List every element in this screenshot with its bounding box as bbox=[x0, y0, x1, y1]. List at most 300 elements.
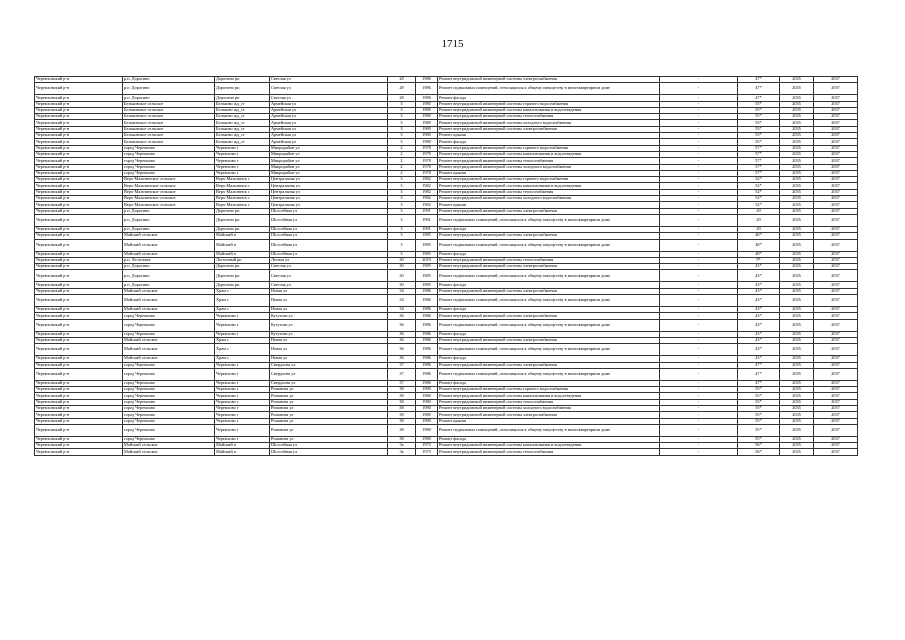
plan-start-year-cell: 2035 bbox=[780, 362, 814, 368]
plan-start-year-cell: 2035 bbox=[780, 120, 814, 126]
empty-cell: - bbox=[660, 356, 738, 362]
wear-percent-cell: 52* bbox=[738, 196, 780, 202]
empty-cell: - bbox=[660, 189, 738, 195]
table-row bbox=[35, 319, 858, 331]
house-number-cell: 3 bbox=[388, 233, 416, 239]
municipality-cell: город Черемхово bbox=[123, 436, 215, 442]
house-number-cell: 38 bbox=[388, 412, 416, 418]
municipality-cell: город Черемхово bbox=[123, 399, 215, 405]
locality-cell: Дорогино рп bbox=[215, 282, 270, 288]
empty-cell: - bbox=[660, 337, 738, 343]
build-year-cell: 1980 bbox=[416, 399, 438, 405]
plan-end-year-cell: 2037 bbox=[814, 288, 858, 294]
district-cell: Черемховский р-н bbox=[35, 233, 123, 239]
district-cell: Черемховский р-н bbox=[35, 120, 123, 126]
empty-cell: - bbox=[660, 387, 738, 393]
plan-end-year-cell: 2037 bbox=[814, 331, 858, 337]
work-type-cell: Ремонт внутридомовой инженерной системы горячего водоснабжения bbox=[438, 145, 660, 151]
wear-percent-cell: 55* bbox=[738, 399, 780, 405]
plan-end-year-cell: 2037 bbox=[814, 126, 858, 132]
street-cell: Армейская ул bbox=[270, 126, 388, 132]
wear-percent-cell: 47* bbox=[738, 95, 780, 101]
municipality-cell: р.п. Дорогино bbox=[123, 264, 215, 270]
street-cell: Шоссейная ул bbox=[270, 239, 388, 251]
build-year-cell: 1980 bbox=[416, 133, 438, 139]
plan-start-year-cell: 2035 bbox=[780, 226, 814, 232]
house-number-cell: 3а bbox=[388, 443, 416, 449]
empty-cell: - bbox=[660, 405, 738, 411]
house-number-cell: 3 bbox=[388, 208, 416, 214]
empty-cell: - bbox=[660, 399, 738, 405]
build-year-cell: 1980 bbox=[416, 126, 438, 132]
empty-cell: - bbox=[660, 114, 738, 120]
street-cell: Шоссейная ул bbox=[270, 226, 388, 232]
district-cell: Черемховский р-н bbox=[35, 443, 123, 449]
plan-end-year-cell: 2037 bbox=[814, 107, 858, 113]
municipality-cell: р.п. Дорогино bbox=[123, 83, 215, 95]
wear-percent-cell: 57* bbox=[738, 145, 780, 151]
district-cell: Черемховский р-н bbox=[35, 202, 123, 208]
plan-start-year-cell: 2035 bbox=[780, 331, 814, 337]
locality-cell: Черемхово г bbox=[215, 151, 270, 157]
municipality-cell: Бельковское сельское bbox=[123, 133, 215, 139]
work-type-cell: Ремонт фасада bbox=[438, 282, 660, 288]
plan-start-year-cell: 2035 bbox=[780, 239, 814, 251]
locality-cell: Черемхово г bbox=[215, 313, 270, 319]
empty-cell: - bbox=[660, 214, 738, 226]
work-type-cell: Ремонт внутридомовой инженерной системы канализования и водоотведения bbox=[438, 107, 660, 113]
house-number-cell: 2 bbox=[388, 158, 416, 164]
locality-cell: Дорогино рп bbox=[215, 264, 270, 270]
table-row bbox=[35, 344, 858, 356]
street-cell: Армейская ул bbox=[270, 133, 388, 139]
street-cell: Центральная ул bbox=[270, 196, 388, 202]
plan-start-year-cell: 2035 bbox=[780, 83, 814, 95]
district-cell: Черемховский р-н bbox=[35, 239, 123, 251]
empty-cell: - bbox=[660, 257, 738, 263]
district-cell: Черемховский р-н bbox=[35, 77, 123, 83]
plan-end-year-cell: 2037 bbox=[814, 436, 858, 442]
municipality-cell: Верх-Мальтинское сельское bbox=[123, 189, 215, 195]
work-type-cell: Ремонт внутридомовой инженерной системы горячего водоснабжения bbox=[438, 177, 660, 183]
plan-start-year-cell: 2035 bbox=[780, 307, 814, 313]
municipality-cell: Майский сельское bbox=[123, 288, 215, 294]
wear-percent-cell: 47* bbox=[738, 83, 780, 95]
house-number-cell: 34 bbox=[388, 288, 416, 294]
plan-end-year-cell: 2037 bbox=[814, 151, 858, 157]
street-cell: Кутузова ул bbox=[270, 313, 388, 319]
work-type-cell: Ремонт фасада bbox=[438, 436, 660, 442]
empty-cell: - bbox=[660, 288, 738, 294]
plan-end-year-cell: 2037 bbox=[814, 158, 858, 164]
work-type-cell: Ремонт внутридомовой инженерной системы канализования и водоотведения bbox=[438, 151, 660, 157]
locality-cell: Бельково жд_ст bbox=[215, 133, 270, 139]
plan-end-year-cell: 2037 bbox=[814, 387, 858, 393]
district-cell: Черемховский р-н bbox=[35, 177, 123, 183]
municipality-cell: Верх-Мальтинское сельское bbox=[123, 196, 215, 202]
house-number-cell: 38 bbox=[388, 393, 416, 399]
plan-end-year-cell: 2037 bbox=[814, 313, 858, 319]
municipality-cell: Бельковское сельское bbox=[123, 101, 215, 107]
empty-cell: - bbox=[660, 170, 738, 176]
locality-cell: Черемхово г bbox=[215, 158, 270, 164]
build-year-cell: 1978 bbox=[416, 145, 438, 151]
wear-percent-cell: 29 bbox=[738, 226, 780, 232]
wear-percent-cell: 55* bbox=[738, 387, 780, 393]
empty-cell: - bbox=[660, 177, 738, 183]
plan-start-year-cell: 2035 bbox=[780, 270, 814, 282]
plan-start-year-cell: 2035 bbox=[780, 257, 814, 263]
locality-cell: Черемхово г bbox=[215, 418, 270, 424]
district-cell: Черемховский р-н bbox=[35, 393, 123, 399]
house-number-cell: 2 bbox=[388, 170, 416, 176]
street-cell: Микрорайон ул bbox=[270, 164, 388, 170]
plan-start-year-cell: 2035 bbox=[780, 145, 814, 151]
plan-start-year-cell: 2035 bbox=[780, 139, 814, 145]
plan-start-year-cell: 2035 bbox=[780, 443, 814, 449]
wear-percent-cell: 43* bbox=[738, 313, 780, 319]
plan-end-year-cell: 2037 bbox=[814, 170, 858, 176]
build-year-cell: 1986 bbox=[416, 295, 438, 307]
locality-cell: Дорогино рп bbox=[215, 77, 270, 83]
plan-start-year-cell: 2035 bbox=[780, 264, 814, 270]
street-cell: Новая ул bbox=[270, 337, 388, 343]
capital-repair-table-wrap bbox=[34, 76, 857, 456]
municipality-cell: город Черемхово bbox=[123, 387, 215, 393]
work-type-cell: Ремонт внутридомовой инженерной системы электроснабжения bbox=[438, 412, 660, 418]
municipality-cell: Майский сельское bbox=[123, 251, 215, 257]
build-year-cell: 1986 bbox=[416, 77, 438, 83]
work-type-cell: Ремонт крыши bbox=[438, 133, 660, 139]
house-number-cell: 36 bbox=[388, 344, 416, 356]
wear-percent-cell: 43* bbox=[738, 337, 780, 343]
build-year-cell: 1980 bbox=[416, 120, 438, 126]
empty-cell: - bbox=[660, 145, 738, 151]
street-cell: Романова ул bbox=[270, 393, 388, 399]
municipality-cell: город Черемхово bbox=[123, 145, 215, 151]
plan-end-year-cell: 2037 bbox=[814, 270, 858, 282]
wear-percent-cell: 55* bbox=[738, 436, 780, 442]
municipality-cell: Майский сельское bbox=[123, 295, 215, 307]
wear-percent-cell: 57* bbox=[738, 164, 780, 170]
plan-end-year-cell: 2037 bbox=[814, 251, 858, 257]
wear-percent-cell: 57* bbox=[738, 151, 780, 157]
plan-start-year-cell: 2035 bbox=[780, 202, 814, 208]
municipality-cell: Бельковское сельское bbox=[123, 120, 215, 126]
plan-end-year-cell: 2037 bbox=[814, 424, 858, 436]
empty-cell: - bbox=[660, 436, 738, 442]
street-cell: Светлая ул bbox=[270, 282, 388, 288]
wear-percent-cell: 52* bbox=[738, 183, 780, 189]
wear-percent-cell: 43* bbox=[738, 288, 780, 294]
street-cell: Свердлова ул bbox=[270, 362, 388, 368]
build-year-cell: 1978 bbox=[416, 170, 438, 176]
locality-cell: Дорогино рп bbox=[215, 95, 270, 101]
table-row bbox=[35, 449, 858, 455]
empty-cell: - bbox=[660, 362, 738, 368]
work-type-cell: Ремонт внутридомовой инженерной системы теплоснабжения bbox=[438, 257, 660, 263]
locality-cell: Верх-Мальтинск с bbox=[215, 183, 270, 189]
district-cell: Черемховский р-н bbox=[35, 344, 123, 356]
locality-cell: Бельково жд_ст bbox=[215, 120, 270, 126]
locality-cell: Дорогино рп bbox=[215, 208, 270, 214]
street-cell: Лесная ул bbox=[270, 257, 388, 263]
municipality-cell: город Черемхово bbox=[123, 319, 215, 331]
wear-percent-cell: 57* bbox=[738, 158, 780, 164]
work-type-cell: Ремонт подвальных помещений, относящихся к общему имуществу в многоквартирном доме bbox=[438, 270, 660, 282]
plan-end-year-cell: 2037 bbox=[814, 208, 858, 214]
district-cell: Черемховский р-н bbox=[35, 264, 123, 270]
locality-cell: Черемхово г bbox=[215, 393, 270, 399]
municipality-cell: р.п. Дорогино bbox=[123, 282, 215, 288]
district-cell: Черемховский р-н bbox=[35, 189, 123, 195]
plan-start-year-cell: 2035 bbox=[780, 337, 814, 343]
build-year-cell: 1980 bbox=[416, 114, 438, 120]
house-number-cell: 28 bbox=[388, 95, 416, 101]
house-number-cell: 38 bbox=[388, 405, 416, 411]
work-type-cell: Ремонт подвальных помещений, относящихся к общему имуществу в многоквартирном доме bbox=[438, 239, 660, 251]
plan-start-year-cell: 2035 bbox=[780, 282, 814, 288]
street-cell: Шоссейная ул bbox=[270, 208, 388, 214]
plan-end-year-cell: 2037 bbox=[814, 114, 858, 120]
house-number-cell: 30 bbox=[388, 264, 416, 270]
plan-end-year-cell: 2037 bbox=[814, 368, 858, 380]
wear-percent-cell: 43* bbox=[738, 307, 780, 313]
municipality-cell: р.п. Дорогино bbox=[123, 270, 215, 282]
plan-end-year-cell: 2037 bbox=[814, 214, 858, 226]
work-type-cell: Ремонт внутридомовой инженерной системы электроснабжения bbox=[438, 77, 660, 83]
wear-percent-cell: 52* bbox=[738, 189, 780, 195]
house-number-cell: 3 bbox=[388, 239, 416, 251]
street-cell: Новая ул bbox=[270, 307, 388, 313]
street-cell: Романова ул bbox=[270, 405, 388, 411]
house-number-cell: 34 bbox=[388, 295, 416, 307]
table-row bbox=[35, 424, 858, 436]
municipality-cell: р.п. Лесхозная bbox=[123, 257, 215, 263]
plan-end-year-cell: 2037 bbox=[814, 443, 858, 449]
plan-end-year-cell: 2037 bbox=[814, 449, 858, 455]
district-cell: Черемховский р-н bbox=[35, 133, 123, 139]
district-cell: Черемховский р-н bbox=[35, 331, 123, 337]
house-number-cell: 3 bbox=[388, 189, 416, 195]
wear-percent-cell: 56* bbox=[738, 449, 780, 455]
table-row bbox=[35, 368, 858, 380]
street-cell: Микрорайон ул bbox=[270, 145, 388, 151]
plan-end-year-cell: 2037 bbox=[814, 344, 858, 356]
locality-cell: Майский п bbox=[215, 233, 270, 239]
district-cell: Черемховский р-н bbox=[35, 387, 123, 393]
empty-cell: - bbox=[660, 208, 738, 214]
street-cell: Центральная ул bbox=[270, 177, 388, 183]
build-year-cell: 1986 bbox=[416, 380, 438, 386]
house-number-cell: 38 bbox=[388, 399, 416, 405]
work-type-cell: Ремонт фасада bbox=[438, 226, 660, 232]
build-year-cell: 1978 bbox=[416, 151, 438, 157]
municipality-cell: Майский сельское bbox=[123, 344, 215, 356]
locality-cell: Дорогино рп bbox=[215, 83, 270, 95]
plan-start-year-cell: 2035 bbox=[780, 436, 814, 442]
plan-start-year-cell: 2035 bbox=[780, 101, 814, 107]
work-type-cell: Ремонт внутридомовой инженерной системы холодного водоснабжения bbox=[438, 196, 660, 202]
house-number-cell: 2 bbox=[388, 145, 416, 151]
build-year-cell: 1986 bbox=[416, 344, 438, 356]
work-type-cell: Ремонт подвальных помещений, относящихся к общему имуществу в многоквартирном доме bbox=[438, 368, 660, 380]
municipality-cell: Майский сельское bbox=[123, 356, 215, 362]
municipality-cell: Бельковское сельское bbox=[123, 126, 215, 132]
plan-start-year-cell: 2035 bbox=[780, 164, 814, 170]
plan-start-year-cell: 2035 bbox=[780, 418, 814, 424]
district-cell: Черемховский р-н bbox=[35, 418, 123, 424]
build-year-cell: 1986 bbox=[416, 331, 438, 337]
house-number-cell: 36 bbox=[388, 356, 416, 362]
street-cell: Светлая ул bbox=[270, 264, 388, 270]
house-number-cell: 30 bbox=[388, 270, 416, 282]
build-year-cell: 1982 bbox=[416, 196, 438, 202]
locality-cell: Лесхозный рп bbox=[215, 257, 270, 263]
build-year-cell: 1986 bbox=[416, 356, 438, 362]
empty-cell: - bbox=[660, 120, 738, 126]
plan-start-year-cell: 2035 bbox=[780, 170, 814, 176]
municipality-cell: Майский сельское bbox=[123, 307, 215, 313]
district-cell: Черемховский р-н bbox=[35, 83, 123, 95]
wear-percent-cell: 9* bbox=[738, 257, 780, 263]
district-cell: Черемховский р-н bbox=[35, 151, 123, 157]
table-body bbox=[35, 77, 858, 456]
locality-cell: Черемхово г bbox=[215, 380, 270, 386]
district-cell: Черемховский р-н bbox=[35, 295, 123, 307]
empty-cell: - bbox=[660, 251, 738, 257]
plan-end-year-cell: 2037 bbox=[814, 226, 858, 232]
house-number-cell: 3 bbox=[388, 214, 416, 226]
table-row bbox=[35, 214, 858, 226]
house-number-cell: 30 bbox=[388, 257, 416, 263]
empty-cell: - bbox=[660, 164, 738, 170]
district-cell: Черемховский р-н bbox=[35, 337, 123, 343]
locality-cell: Черемхово г bbox=[215, 170, 270, 176]
plan-end-year-cell: 2037 bbox=[814, 399, 858, 405]
empty-cell: - bbox=[660, 412, 738, 418]
house-number-cell: 3 bbox=[388, 177, 416, 183]
plan-start-year-cell: 2035 bbox=[780, 319, 814, 331]
plan-end-year-cell: 2037 bbox=[814, 380, 858, 386]
plan-end-year-cell: 2037 bbox=[814, 257, 858, 263]
plan-end-year-cell: 2037 bbox=[814, 77, 858, 83]
build-year-cell: 1982 bbox=[416, 202, 438, 208]
locality-cell: Храм с bbox=[215, 356, 270, 362]
street-cell: Центральная ул bbox=[270, 189, 388, 195]
house-number-cell: 28 bbox=[388, 77, 416, 83]
municipality-cell: Верх-Мальтинское сельское bbox=[123, 177, 215, 183]
empty-cell: - bbox=[660, 139, 738, 145]
district-cell: Черемховский р-н bbox=[35, 257, 123, 263]
plan-start-year-cell: 2035 bbox=[780, 214, 814, 226]
locality-cell: Черемхово г bbox=[215, 331, 270, 337]
empty-cell: - bbox=[660, 77, 738, 83]
wear-percent-cell: 48* bbox=[738, 239, 780, 251]
work-type-cell: Ремонт фасада bbox=[438, 251, 660, 257]
locality-cell: Храм с bbox=[215, 288, 270, 294]
wear-percent-cell: 55* bbox=[738, 412, 780, 418]
plan-end-year-cell: 2037 bbox=[814, 177, 858, 183]
plan-end-year-cell: 2037 bbox=[814, 418, 858, 424]
table-row bbox=[35, 83, 858, 95]
plan-end-year-cell: 2037 bbox=[814, 356, 858, 362]
street-cell: Светлая ул bbox=[270, 95, 388, 101]
empty-cell: - bbox=[660, 158, 738, 164]
municipality-cell: город Черемхово bbox=[123, 151, 215, 157]
district-cell: Черемховский р-н bbox=[35, 139, 123, 145]
district-cell: Черемховский р-н bbox=[35, 95, 123, 101]
wear-percent-cell: 43* bbox=[738, 264, 780, 270]
wear-percent-cell: 47* bbox=[738, 380, 780, 386]
empty-cell: - bbox=[660, 83, 738, 95]
district-cell: Черемховский р-н bbox=[35, 356, 123, 362]
wear-percent-cell: 48* bbox=[738, 251, 780, 257]
work-type-cell: Ремонт фасада bbox=[438, 380, 660, 386]
street-cell: Шоссейная ул bbox=[270, 251, 388, 257]
street-cell: Романова ул bbox=[270, 387, 388, 393]
work-type-cell: Ремонт внутридомовой инженерной системы холодного водоснабжения bbox=[438, 120, 660, 126]
plan-end-year-cell: 2037 bbox=[814, 120, 858, 126]
district-cell: Черемховский р-н bbox=[35, 251, 123, 257]
locality-cell: Майский п bbox=[215, 251, 270, 257]
locality-cell: Черемхово г bbox=[215, 399, 270, 405]
municipality-cell: р.п. Дорогино bbox=[123, 226, 215, 232]
build-year-cell: 1986 bbox=[416, 307, 438, 313]
table-row bbox=[35, 239, 858, 251]
plan-start-year-cell: 2035 bbox=[780, 313, 814, 319]
plan-start-year-cell: 2035 bbox=[780, 288, 814, 294]
municipality-cell: город Черемхово bbox=[123, 164, 215, 170]
work-type-cell: Ремонт внутридомовой инженерной системы холодного водоснабжения bbox=[438, 164, 660, 170]
build-year-cell: 1985 bbox=[416, 233, 438, 239]
street-cell: Светлая ул bbox=[270, 77, 388, 83]
house-number-cell: 38 bbox=[388, 418, 416, 424]
municipality-cell: Верх-Мальтинское сельское bbox=[123, 202, 215, 208]
district-cell: Черемховский р-н bbox=[35, 368, 123, 380]
house-number-cell: 37 bbox=[388, 362, 416, 368]
build-year-cell: 1986 bbox=[416, 83, 438, 95]
locality-cell: Дорогино рп bbox=[215, 226, 270, 232]
work-type-cell: Ремонт внутридомовой инженерной системы теплоснабжения bbox=[438, 158, 660, 164]
street-cell: Армейская ул bbox=[270, 120, 388, 126]
house-number-cell: 3 bbox=[388, 139, 416, 145]
district-cell: Черемховский р-н bbox=[35, 270, 123, 282]
street-cell: Микрорайон ул bbox=[270, 170, 388, 176]
locality-cell: Верх-Мальтинск с bbox=[215, 177, 270, 183]
locality-cell: Майский п bbox=[215, 239, 270, 251]
work-type-cell: Ремонт внутридомовой инженерной системы горячего водоснабжения bbox=[438, 101, 660, 107]
build-year-cell: 1985 bbox=[416, 239, 438, 251]
house-number-cell: 38 bbox=[388, 424, 416, 436]
work-type-cell: Ремонт подвальных помещений, относящихся к общему имуществу в многоквартирном доме bbox=[438, 214, 660, 226]
plan-start-year-cell: 2035 bbox=[780, 449, 814, 455]
plan-end-year-cell: 2037 bbox=[814, 412, 858, 418]
street-cell: Кутузова ул bbox=[270, 319, 388, 331]
district-cell: Черемховский р-н bbox=[35, 214, 123, 226]
plan-start-year-cell: 2035 bbox=[780, 380, 814, 386]
plan-end-year-cell: 2037 bbox=[814, 145, 858, 151]
district-cell: Черемховский р-н bbox=[35, 362, 123, 368]
locality-cell: Храм с bbox=[215, 307, 270, 313]
capital-repair-table bbox=[34, 76, 858, 456]
street-cell: Шоссейная ул bbox=[270, 233, 388, 239]
street-cell: Центральная ул bbox=[270, 202, 388, 208]
municipality-cell: город Черемхово bbox=[123, 424, 215, 436]
district-cell: Черемховский р-н bbox=[35, 380, 123, 386]
district-cell: Черемховский р-н bbox=[35, 436, 123, 442]
build-year-cell: 1978 bbox=[416, 164, 438, 170]
